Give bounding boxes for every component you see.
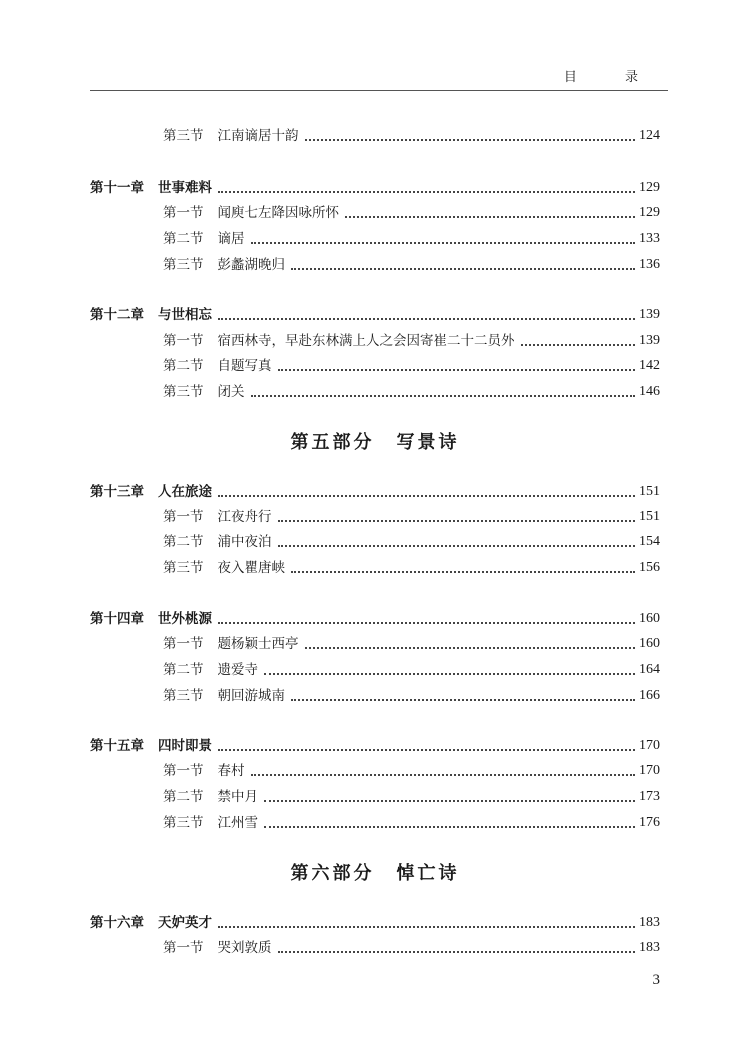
- section-title: 江州雪: [217, 815, 258, 831]
- toc-chapter[interactable]: [90, 482, 660, 502]
- page-ref: 124: [639, 128, 660, 143]
- dot-leader: [264, 672, 635, 675]
- dot-leader: [278, 368, 636, 371]
- chapter-number: 第十二章: [90, 307, 144, 323]
- section-title: 春村: [217, 763, 245, 779]
- dot-leader: [291, 267, 635, 270]
- section-title: 谪居: [217, 231, 245, 247]
- chapter-number: 第十五章: [90, 738, 144, 754]
- part-title: 悼亡诗: [396, 863, 460, 884]
- section-number: 第二节: [163, 662, 204, 678]
- toc-entry[interactable]: [163, 938, 660, 958]
- dot-leader: [251, 773, 636, 776]
- section-number: 第一节: [163, 333, 204, 349]
- dot-leader: [291, 570, 635, 573]
- toc-entry[interactable]: [163, 532, 660, 552]
- chapter-number: 第十三章: [90, 484, 144, 500]
- page-ref: 151: [639, 509, 660, 524]
- page-number: 3: [652, 972, 660, 988]
- page-ref: 156: [639, 560, 660, 575]
- chapter-title: 四时即景: [158, 738, 212, 754]
- toc-entry[interactable]: [163, 686, 660, 706]
- toc-entry[interactable]: [163, 331, 660, 351]
- section-title: 江夜舟行: [217, 509, 272, 525]
- dot-leader: [278, 950, 636, 953]
- dot-leader: [218, 190, 635, 193]
- section-number: 第二节: [163, 358, 204, 374]
- page-ref: 133: [639, 231, 660, 246]
- toc-chapter[interactable]: [90, 609, 660, 629]
- section-title: 彭蠡湖晚归: [217, 257, 285, 273]
- section-title: 浦中夜泊: [217, 534, 272, 550]
- section-title: 闭关: [217, 384, 245, 400]
- section-number: 第三节: [163, 384, 204, 400]
- toc-chapter[interactable]: [90, 305, 660, 325]
- running-header-title: 目 录: [563, 70, 660, 85]
- section-number: 第二节: [163, 534, 204, 550]
- toc-entry[interactable]: [163, 634, 660, 654]
- page-ref: 160: [639, 636, 660, 651]
- dot-leader: [264, 825, 635, 828]
- part-title: 写景诗: [396, 432, 460, 453]
- toc-chapter[interactable]: [90, 913, 660, 933]
- toc-entry[interactable]: [163, 126, 660, 146]
- section-title: 哭刘敦质: [217, 940, 272, 956]
- dot-leader: [291, 698, 635, 701]
- page-ref: 183: [639, 940, 660, 955]
- toc-entry[interactable]: [163, 229, 660, 249]
- part-heading: [0, 428, 750, 454]
- section-number: 第一节: [163, 763, 204, 779]
- chapter-title: 与世相忘: [158, 307, 212, 323]
- chapter-title: 天妒英才: [158, 915, 212, 931]
- page-ref: 151: [639, 484, 660, 499]
- section-title: 自题写真: [217, 358, 272, 374]
- page-ref: 176: [639, 815, 660, 830]
- toc-entry[interactable]: [163, 203, 660, 223]
- page-ref: 154: [639, 534, 660, 549]
- page-ref: 129: [639, 205, 660, 220]
- dot-leader: [521, 343, 636, 346]
- chapter-title: 世外桃源: [158, 611, 212, 627]
- part-heading: [0, 859, 750, 885]
- page-ref: 129: [639, 180, 660, 195]
- dot-leader: [305, 138, 636, 141]
- toc-entry[interactable]: [163, 761, 660, 781]
- toc-entry[interactable]: [163, 356, 660, 376]
- dot-leader: [264, 799, 635, 802]
- page-ref: 142: [639, 358, 660, 373]
- toc-entry[interactable]: [163, 255, 660, 275]
- dot-leader: [278, 544, 636, 547]
- dot-leader: [251, 394, 636, 397]
- dot-leader: [218, 748, 635, 751]
- page-ref: 160: [639, 611, 660, 626]
- page-ref: 139: [639, 333, 660, 348]
- section-number: 第一节: [163, 205, 204, 221]
- section-title: 夜入瞿唐峡: [217, 560, 285, 576]
- toc-entry[interactable]: [163, 382, 660, 402]
- chapter-number: 第十一章: [90, 180, 144, 196]
- toc-entry[interactable]: [163, 507, 660, 527]
- section-title: 禁中月: [217, 789, 258, 805]
- section-title: 闻庾七左降因咏所怀: [217, 205, 339, 221]
- dot-leader: [278, 519, 636, 522]
- chapter-title: 世事难料: [158, 180, 212, 196]
- dot-leader: [218, 494, 635, 497]
- toc-entry[interactable]: [163, 558, 660, 578]
- part-number: 第六部分: [290, 863, 375, 884]
- chapter-title: 人在旅途: [158, 484, 212, 500]
- toc-entry[interactable]: [163, 660, 660, 680]
- dot-leader: [345, 215, 635, 218]
- page-ref: 136: [639, 257, 660, 272]
- section-title: 朝回游城南: [217, 688, 285, 704]
- toc-entry[interactable]: [163, 787, 660, 807]
- chapter-number: 第十四章: [90, 611, 144, 627]
- section-number: 第三节: [163, 560, 204, 576]
- dot-leader: [305, 646, 636, 649]
- dot-leader: [251, 241, 636, 244]
- section-number: 第二节: [163, 789, 204, 805]
- page-ref: 183: [639, 915, 660, 930]
- section-title: 江南谪居十韵: [217, 128, 299, 144]
- toc-entry[interactable]: [163, 813, 660, 833]
- section-number: 第三节: [163, 815, 204, 831]
- section-title: 题杨颖士西亭: [217, 636, 299, 652]
- page-ref: 170: [639, 763, 660, 778]
- part-number: 第五部分: [290, 432, 375, 453]
- page-ref: 173: [639, 789, 660, 804]
- page-ref: 166: [639, 688, 660, 703]
- section-number: 第二节: [163, 231, 204, 247]
- section-number: 第一节: [163, 509, 204, 525]
- dot-leader: [218, 317, 635, 320]
- toc-chapter[interactable]: [90, 736, 660, 756]
- page-ref: 139: [639, 307, 660, 322]
- section-number: 第三节: [163, 688, 204, 704]
- toc-chapter[interactable]: [90, 178, 660, 198]
- page-ref: 146: [639, 384, 660, 399]
- section-number: 第三节: [163, 128, 204, 144]
- section-title: 宿西林寺，早赴东林满上人之会因寄崔二十二员外: [217, 333, 515, 349]
- section-number: 第一节: [163, 636, 204, 652]
- section-title: 遗爱寺: [217, 662, 258, 678]
- dot-leader: [218, 621, 635, 624]
- chapter-number: 第十六章: [90, 915, 144, 931]
- dot-leader: [218, 925, 635, 928]
- page-ref: 170: [639, 738, 660, 753]
- section-number: 第一节: [163, 940, 204, 956]
- page-ref: 164: [639, 662, 660, 677]
- section-number: 第三节: [163, 257, 204, 273]
